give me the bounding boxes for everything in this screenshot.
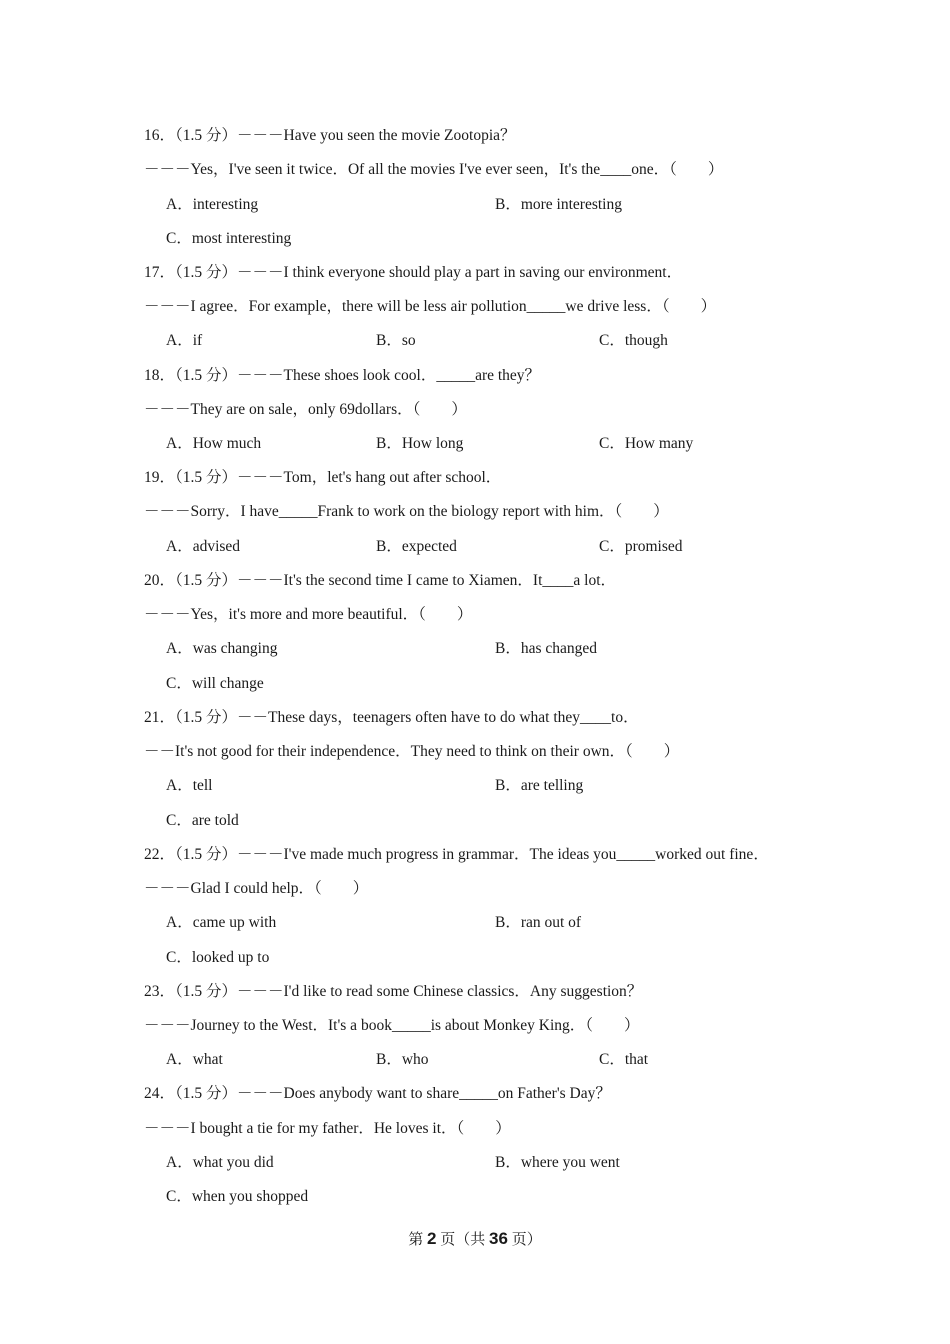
question-22-option-a: A．came up with (166, 914, 277, 931)
question-23-stem: 23．（1.5 分）－－－I'd like to read some Chinese classics．Any suggestion？ (144, 983, 643, 1000)
footer-total-pages: 36 (489, 1229, 508, 1248)
question-19-option-b: B．expected (376, 538, 457, 555)
question-22-reply: －－－Glad I could help．（ ） (144, 880, 369, 897)
question-24-option-b: B．where you went (495, 1154, 620, 1171)
question-19-reply: －－－Sorry．I have_____Frank to work on the biology report with him．（ ） (144, 503, 669, 520)
question-22-option-c: C．looked up to (166, 949, 270, 966)
question-24-option-a: A．what you did (166, 1154, 274, 1171)
question-21-option-b: B．are telling (495, 777, 584, 794)
question-24-reply: －－－I bought a tie for my father．He loves it．（ ） (144, 1120, 511, 1137)
question-20-option-b: B．has changed (495, 640, 598, 657)
question-21-option-a: A．tell (166, 777, 213, 794)
question-20-stem: 20．（1.5 分）－－－It's the second time I came to Xiamen．It____a lot． (144, 572, 617, 589)
question-20-option-a: A．was changing (166, 640, 278, 657)
question-19-option-c: C．promised (599, 538, 683, 555)
question-18-option-b: B．How long (376, 435, 464, 452)
question-18-reply: －－－They are on sale，only 69dollars．（ ） (144, 401, 467, 418)
question-18-option-c: C．How many (599, 435, 694, 452)
question-24-option-c: C．when you shopped (166, 1188, 309, 1205)
page-footer (0, 1229, 950, 1250)
question-16-option-a: A．interesting (166, 196, 259, 213)
footer-middle: 页（共 (436, 1232, 490, 1248)
question-23-reply: －－－Journey to the West．It's a book_____is about Monkey King．（ ） (144, 1017, 640, 1034)
footer-page-number: 2 (427, 1229, 437, 1248)
question-21-reply: －－It's not good for their independence．They need to think on their own．（ ） (144, 743, 680, 760)
question-22-option-b: B．ran out of (495, 914, 582, 931)
question-23-option-c: C．that (599, 1051, 649, 1068)
question-18-stem: 18．（1.5 分）－－－These shoes look cool．_____are they？ (144, 367, 541, 384)
question-16-option-c: C．most interesting (166, 230, 292, 247)
question-17-option-a: A．if (166, 332, 203, 349)
question-20-reply: －－－Yes，it's more and more beautiful．（ ） (144, 606, 473, 623)
question-20-option-c: C．will change (166, 675, 264, 692)
question-21-option-c: C．are told (166, 812, 239, 829)
question-16-reply: －－－Yes，I've seen it twice．Of all the movies I've ever seen，It's the____one．（ ） (144, 161, 724, 178)
question-21-stem: 21．（1.5 分）－－These days，teenagers often have to do what they____to． (144, 709, 639, 726)
question-16-stem: 16．（1.5 分）－－－Have you seen the movie Zootopia？ (144, 127, 516, 144)
question-23-option-b: B．who (376, 1051, 429, 1068)
question-23-option-a: A．what (166, 1051, 223, 1068)
question-17-option-b: B．so (376, 332, 416, 349)
question-19-option-a: A．advised (166, 538, 241, 555)
question-16-option-b: B．more interesting (495, 196, 622, 213)
question-24-stem: 24．（1.5 分）－－－Does anybody want to share_____on Father's Day？ (144, 1085, 611, 1102)
footer-suffix: 页） (507, 1232, 542, 1248)
question-19-stem: 19．（1.5 分）－－－Tom，let's hang out after school． (144, 469, 502, 486)
question-18-option-a: A．How much (166, 435, 262, 452)
question-17-reply: －－－I agree．For example，there will be less air pollution_____we drive less．（ ） (144, 298, 717, 315)
question-17-stem: 17．（1.5 分）－－－I think everyone should play a part in saving our environment． (144, 264, 683, 281)
question-22-stem: 22．（1.5 分）－－－I've made much progress in grammar．The ideas you_____worked out fine． (144, 846, 769, 863)
question-17-option-c: C．though (599, 332, 668, 349)
footer-prefix: 第 (408, 1232, 428, 1248)
